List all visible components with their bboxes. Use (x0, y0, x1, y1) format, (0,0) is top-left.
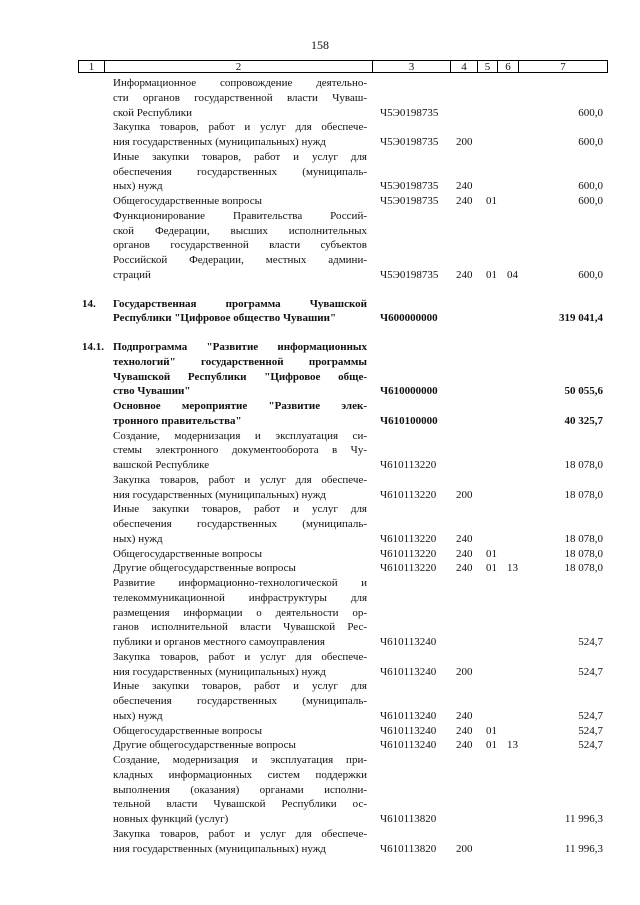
row-target-code: Ч610100000 (380, 414, 438, 427)
header-col-4: 4 (451, 60, 478, 73)
description-line: тельной власти Чувашской Республики ос- (113, 798, 367, 811)
description-line: Подпрограмма "Развитие информационных (113, 341, 367, 353)
row-target-code: Ч610113220 (380, 562, 437, 575)
row-target-code: Ч5Э0198735 (380, 106, 439, 119)
description-line: Российской Федерации, местных админи- (113, 254, 367, 266)
row-amount: 18 078,0 (564, 547, 603, 560)
row-amount: 319 041,4 (559, 312, 603, 325)
row-subsection: 04 (507, 268, 518, 281)
row-target-code: Ч610113220 (380, 488, 437, 501)
description-line: ных) нужд (113, 180, 163, 193)
description-line: Функционирование Правительства Россий- (113, 209, 367, 222)
description-line: Закупка товаров, работ и услуг для обеспече- (113, 121, 367, 134)
description-line: Информационное сопровождение деятельно- (113, 77, 367, 89)
description-line: Общегосударственные вопросы (113, 547, 262, 560)
row-description (113, 576, 367, 650)
row-description (113, 502, 367, 546)
row-target-code: Ч5Э0198735 (380, 195, 439, 207)
row-amount: 524,7 (578, 709, 603, 722)
row-section: 01 (486, 739, 497, 752)
row-description (113, 399, 367, 429)
row-description (113, 561, 367, 576)
description-line: Государственная программа Чувашской (113, 297, 367, 310)
row-expense-type: 240 (456, 195, 473, 207)
row-expense-type: 240 (456, 532, 473, 545)
page-number: 158 (311, 38, 329, 52)
row-target-code: Ч610113240 (380, 636, 437, 648)
description-line: Другие общегосударственные вопросы (113, 739, 296, 752)
row-description (113, 827, 367, 857)
description-line: Создание, модернизация и эксплуатация при- (113, 754, 367, 766)
header-col-7: 7 (519, 60, 608, 73)
row-amount: 524,7 (578, 724, 603, 737)
row-amount: 524,7 (578, 665, 603, 678)
row-amount: 600,0 (578, 195, 603, 207)
row-section: 01 (486, 195, 497, 207)
description-line: Создание, модернизация и эксплуатация си- (113, 429, 367, 442)
description-line: технологий" государственной программы (113, 355, 367, 368)
description-line: ных) нужд (113, 532, 163, 545)
row-expense-type: 200 (456, 665, 473, 678)
row-amount: 600,0 (578, 136, 603, 148)
row-description (113, 724, 367, 739)
row-expense-type: 240 (456, 180, 473, 193)
row-description (113, 297, 367, 327)
row-target-code: Ч610113220 (380, 547, 437, 560)
row-target-code: Ч5Э0198735 (380, 180, 439, 193)
description-line: страций (113, 268, 151, 281)
row-amount: 11 996,3 (564, 813, 603, 825)
row-expense-type: 240 (456, 739, 473, 752)
row-expense-type: 240 (456, 547, 473, 560)
row-amount: 524,7 (578, 739, 603, 752)
row-description (113, 76, 367, 120)
description-line: Закупка товаров, работ и услуг для обеспече- (113, 473, 367, 486)
description-line: обеспечения государственных (муниципаль- (113, 695, 367, 707)
description-line: органов государственной власти субъектов (113, 239, 367, 252)
row-description (113, 738, 367, 753)
description-line: Республики "Цифровое общество Чувашии" (113, 312, 337, 325)
description-line: ния государственных (муниципальных) нужд (113, 842, 326, 855)
row-section: 01 (486, 562, 497, 575)
row-expense-type: 200 (456, 136, 473, 148)
description-line: размещения информации о деятельности ор- (113, 606, 367, 619)
description-line: Иные закупки товаров, работ и услуг для (113, 150, 367, 163)
row-section: 01 (486, 547, 497, 560)
row-target-code: Ч610000000 (380, 385, 438, 398)
description-line: Иные закупки товаров, работ и услуг для (113, 680, 367, 693)
row-target-code: Ч610113820 (380, 813, 437, 825)
description-line: Иные закупки товаров, работ и услуг для (113, 503, 367, 516)
description-line: вашской Республике (113, 459, 210, 471)
description-line: Общегосударственные вопросы (113, 724, 262, 737)
row-expense-type: 240 (456, 709, 473, 722)
row-target-code: Ч610113240 (380, 665, 437, 678)
row-description (113, 547, 367, 562)
row-amount: 18 078,0 (564, 562, 603, 575)
row-description (113, 194, 367, 209)
row-target-code: Ч5Э0198735 (380, 136, 439, 148)
row-number: 14. (82, 297, 96, 310)
row-expense-type: 240 (456, 724, 473, 737)
row-description (113, 679, 367, 723)
description-line: ганов исполнительной власти Чувашской Рес- (113, 621, 367, 634)
row-number: 14.1. (82, 341, 104, 353)
description-line: Другие общегосударственные вопросы (113, 562, 296, 575)
description-line: обеспечения государственных (муниципаль- (113, 518, 367, 530)
description-line: Закупка товаров, работ и услуг для обеспече- (113, 650, 367, 663)
row-subsection: 13 (507, 739, 518, 752)
row-description (113, 429, 367, 473)
description-line: ния государственных (муниципальных) нужд (113, 488, 326, 501)
header-col-6: 6 (498, 60, 519, 73)
header-col-3: 3 (373, 60, 451, 73)
description-line: Чувашской Республики "Цифровое обще- (113, 370, 367, 383)
row-target-code: Ч5Э0198735 (380, 268, 439, 281)
row-amount: 50 055,6 (564, 385, 603, 398)
description-line: ство Чувашии" (113, 385, 191, 398)
row-amount: 600,0 (578, 106, 603, 119)
row-description (113, 340, 367, 399)
row-amount: 11 996,3 (564, 842, 603, 855)
description-line: ской Республики (113, 106, 192, 119)
row-expense-type: 240 (456, 562, 473, 575)
header-col-1: 1 (78, 60, 105, 73)
description-line: ния государственных (муниципальных) нужд (113, 136, 326, 148)
row-amount: 40 325,7 (564, 414, 603, 427)
row-target-code: Ч610113240 (380, 709, 437, 722)
row-section: 01 (486, 268, 497, 281)
row-description (113, 650, 367, 680)
row-amount: 600,0 (578, 268, 603, 281)
row-subsection: 13 (507, 562, 518, 575)
description-line: тронного правительства" (113, 414, 242, 427)
description-line: ния государственных (муниципальных) нужд (113, 665, 326, 678)
header-col-2: 2 (105, 60, 373, 73)
description-line: публики и органов местного самоуправления (113, 636, 325, 648)
row-amount: 524,7 (578, 636, 603, 648)
row-target-code: Ч610113220 (380, 459, 437, 471)
description-line: Основное мероприятие "Развитие элек- (113, 400, 367, 412)
description-line: выполнения (оказания) органами исполни- (113, 783, 367, 796)
row-description (113, 473, 367, 503)
description-line: Общегосударственные вопросы (113, 195, 262, 207)
description-line: сти органов государственной власти Чуваш- (113, 91, 367, 104)
row-expense-type: 200 (456, 842, 473, 855)
description-line: Развитие информационно-технологической и (113, 577, 367, 589)
row-amount: 18 078,0 (564, 459, 603, 471)
row-expense-type: 240 (456, 268, 473, 281)
description-line: стемы электронного документооборота в Чу- (113, 444, 367, 457)
description-line: ных) нужд (113, 709, 163, 722)
description-line: телекоммуникационной инфраструктуры для (113, 591, 367, 604)
description-line: новных функций (услуг) (113, 813, 229, 825)
row-amount: 18 078,0 (564, 488, 603, 501)
description-line: Закупка товаров, работ и услуг для обеспече- (113, 827, 367, 840)
row-description (113, 753, 367, 827)
row-amount: 600,0 (578, 180, 603, 193)
row-target-code: Ч610113240 (380, 739, 437, 752)
row-target-code: Ч610113820 (380, 842, 437, 855)
description-line: ской Федерации, высших исполнительных (113, 224, 367, 237)
row-section: 01 (486, 724, 497, 737)
row-target-code: Ч610113240 (380, 724, 437, 737)
description-line: кладных информационных систем поддержки (113, 768, 367, 781)
row-expense-type: 200 (456, 488, 473, 501)
row-target-code: Ч610113220 (380, 532, 437, 545)
description-line: обеспечения государственных (муниципаль- (113, 165, 367, 178)
row-description (113, 150, 367, 194)
row-amount: 18 078,0 (564, 532, 603, 545)
row-description (113, 120, 367, 150)
header-col-5: 5 (478, 60, 498, 73)
row-description (113, 209, 367, 283)
row-target-code: Ч600000000 (380, 312, 438, 325)
